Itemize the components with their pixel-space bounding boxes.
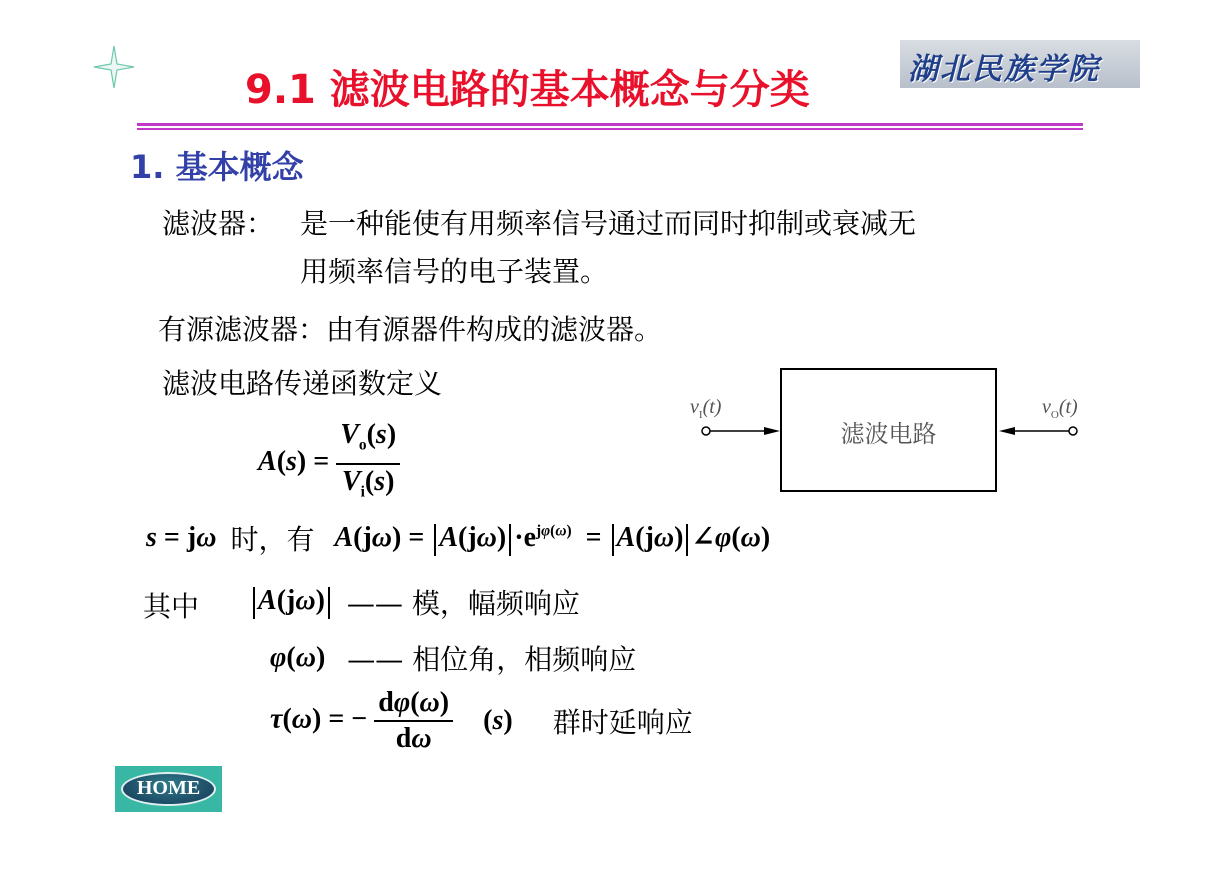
group-delay-desc: 群时延响应 bbox=[552, 706, 693, 739]
home-button[interactable] bbox=[115, 766, 222, 812]
transfer-function-formula: A(s) = $\frac{V_o(s)}{V_i(s)}$ bbox=[258, 418, 400, 509]
filter-def-line2: 用频率信号的电子装置。 bbox=[300, 255, 609, 288]
filter-circuit-label: 滤波电路 bbox=[840, 420, 937, 448]
unit-label: (s) bbox=[483, 705, 513, 736]
home-button-label: HOME bbox=[136, 777, 201, 799]
output-signal-label: $v_O(t)$ bbox=[1042, 396, 1078, 421]
group-delay-formula: τ(ω) = − $\frac{d\varphi(\omega)}{d\omega}$ bbox=[270, 686, 453, 756]
frequency-response-line: s = jω 时，有 $A(j\omega) = A(j\omega) \cdot e^{j\varphi(\omega)} = A(j\omega)$ ∠φ(ω) bbox=[146, 518, 770, 558]
page-title: 9.1 滤波电路的基本概念与分类 bbox=[245, 67, 810, 113]
transfer-function-def: 滤波电路传递函数定义 bbox=[162, 367, 443, 400]
phase-line: φ(ω) —— 相位角，相频响应 bbox=[270, 638, 636, 678]
input-arrow bbox=[700, 424, 782, 438]
section-heading: 1. 基本概念 bbox=[130, 148, 304, 186]
university-logo bbox=[900, 40, 1140, 88]
title-divider bbox=[137, 123, 1083, 126]
where-label: 其中 bbox=[143, 590, 200, 623]
frequency-response-formula: $A(j\omega) = A(j\omega) \cdot e^{j\varphi(\omega)} = A(j\omega)$ ∠φ(ω) bbox=[334, 520, 770, 556]
group-delay-line bbox=[270, 686, 693, 756]
modulus-desc: —— 模，幅频响应 bbox=[346, 587, 580, 620]
phase-desc: —— 相位角，相频响应 bbox=[347, 643, 637, 676]
active-filter-def: 有源滤波器：由有源器件构成的滤波器。 bbox=[158, 313, 663, 346]
when-text: 时，有 bbox=[230, 523, 315, 556]
title-divider-secondary bbox=[137, 128, 1083, 130]
sparkle-star-icon bbox=[92, 44, 136, 90]
filter-circuit-box bbox=[780, 368, 997, 492]
logo-text: 湖北民族学院 bbox=[908, 52, 1100, 87]
filter-def-label: 滤波器： bbox=[162, 207, 275, 240]
modulus-line: A(jω) —— 模，幅频响应 bbox=[250, 582, 580, 622]
input-signal-label: $v_I(t)$ bbox=[690, 396, 722, 421]
output-arrow bbox=[997, 424, 1079, 438]
filter-def-line1: 是一种能使有用频率信号通过而同时抑制或衰减无 bbox=[300, 207, 917, 240]
